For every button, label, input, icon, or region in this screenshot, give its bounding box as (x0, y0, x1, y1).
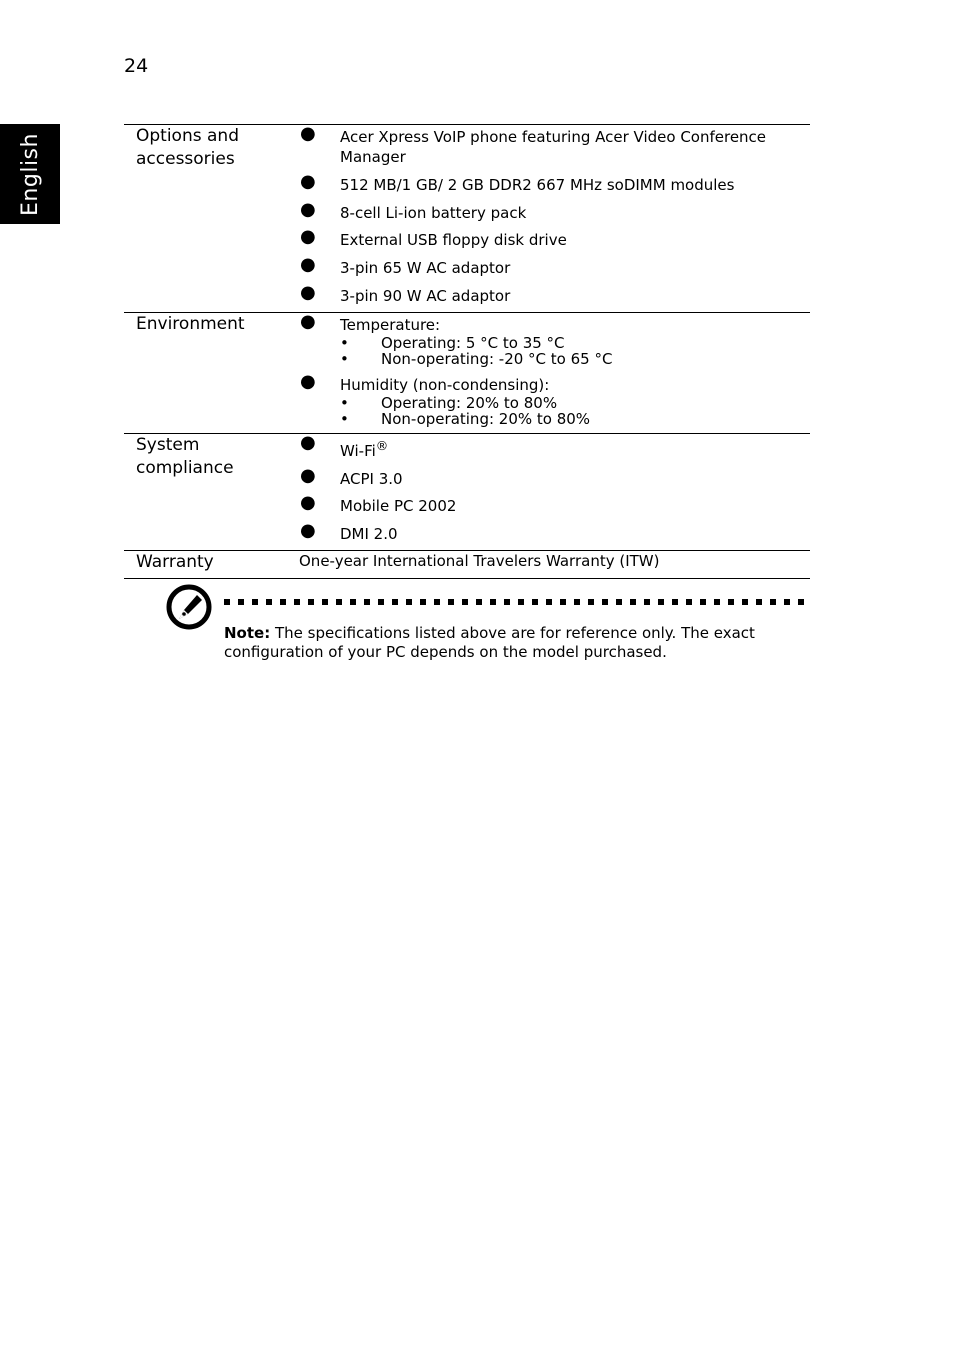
sub-bullet-icon: • (340, 349, 349, 368)
bullet-icon: ● (300, 370, 316, 392)
spec-item (300, 431, 810, 461)
spec-row-label: Warranty (136, 552, 214, 573)
spec-item (300, 370, 810, 428)
spec-item (300, 226, 810, 250)
spec-subitem-text: Non-operating: 20% to 80% (381, 409, 591, 428)
spec-row-label: System compliance (136, 434, 234, 478)
spec-row-environment (124, 312, 810, 433)
note-pen-icon (165, 583, 213, 631)
spec-item (300, 492, 810, 516)
bullet-icon: ● (300, 281, 316, 303)
spec-item-text: External USB floppy disk drive (340, 231, 567, 250)
bullet-icon: ● (300, 254, 316, 276)
spec-subitem (340, 411, 810, 427)
spec-item-text: Wi-Fi (340, 441, 376, 460)
spec-subitem (340, 351, 810, 367)
spec-item-text: Acer Xpress VoIP phone featuring Acer Video Conference Manager (340, 128, 767, 166)
spec-item (300, 123, 810, 167)
bullet-icon: ● (300, 464, 316, 486)
spec-item-text: Temperature: (340, 315, 441, 334)
note-text (224, 624, 784, 662)
note-label: Note: (224, 624, 271, 642)
spec-item (300, 520, 810, 544)
specifications-table (124, 124, 810, 579)
spec-item-text: 8-cell Li-ion battery pack (340, 203, 527, 222)
spec-row-label: Options and accessories (136, 126, 239, 169)
page-number: 24 (124, 55, 149, 77)
language-tab (0, 124, 60, 224)
spec-item (300, 170, 810, 195)
bullet-icon: ● (300, 226, 316, 248)
spec-item-text: Mobile PC 2002 (340, 497, 457, 516)
spec-subitem-text: Non-operating: -20 °C to 65 °C (381, 349, 613, 368)
bullet-icon: ● (300, 520, 316, 542)
spec-item (300, 254, 810, 278)
sub-bullet-icon: • (340, 409, 349, 428)
sub-bullet-icon: • (340, 393, 349, 412)
spec-item-text: 512 MB/1 GB/ 2 GB DDR2 667 MHz soDIMM modules (340, 175, 735, 194)
spec-subitem-text: Operating: 5 °C to 35 °C (381, 333, 565, 352)
spec-item (300, 198, 810, 223)
spec-item-text: DMI 2.0 (340, 525, 398, 544)
spec-item-text: ACPI 3.0 (340, 469, 403, 488)
language-tab-label: English (17, 132, 43, 216)
spec-item-text: 3-pin 90 W AC adaptor (340, 286, 511, 305)
bullet-icon: ● (300, 170, 316, 192)
bullet-icon: ● (300, 431, 316, 453)
spec-subitem-text: Operating: 20% to 80% (381, 393, 558, 412)
spec-item (300, 310, 810, 368)
spec-row-warranty (124, 550, 810, 579)
spec-row-compliance (124, 433, 810, 550)
spec-item-text: Humidity (non-condensing): (340, 375, 550, 394)
spec-row-options (124, 124, 810, 312)
registered-mark: ® (375, 437, 389, 453)
note-body: The specifications listed above are for reference only. The exact configuration of your PC depends on the model purchased. (224, 624, 755, 661)
spec-item-text: 3-pin 65 W AC adaptor (340, 259, 511, 278)
bullet-icon: ● (300, 198, 316, 220)
note-divider (224, 599, 810, 605)
warranty-text: One-year International Travelers Warranty (ITW) (299, 552, 660, 571)
spec-subitem (340, 395, 810, 411)
spec-row-label: Environment (136, 313, 245, 334)
bullet-icon: ● (300, 310, 316, 332)
spec-item (300, 281, 810, 306)
spec-item (300, 464, 810, 489)
bullet-icon: ● (300, 123, 316, 144)
sub-bullet-icon: • (340, 333, 349, 352)
bullet-icon: ● (300, 492, 316, 514)
spec-subitem (340, 335, 810, 351)
